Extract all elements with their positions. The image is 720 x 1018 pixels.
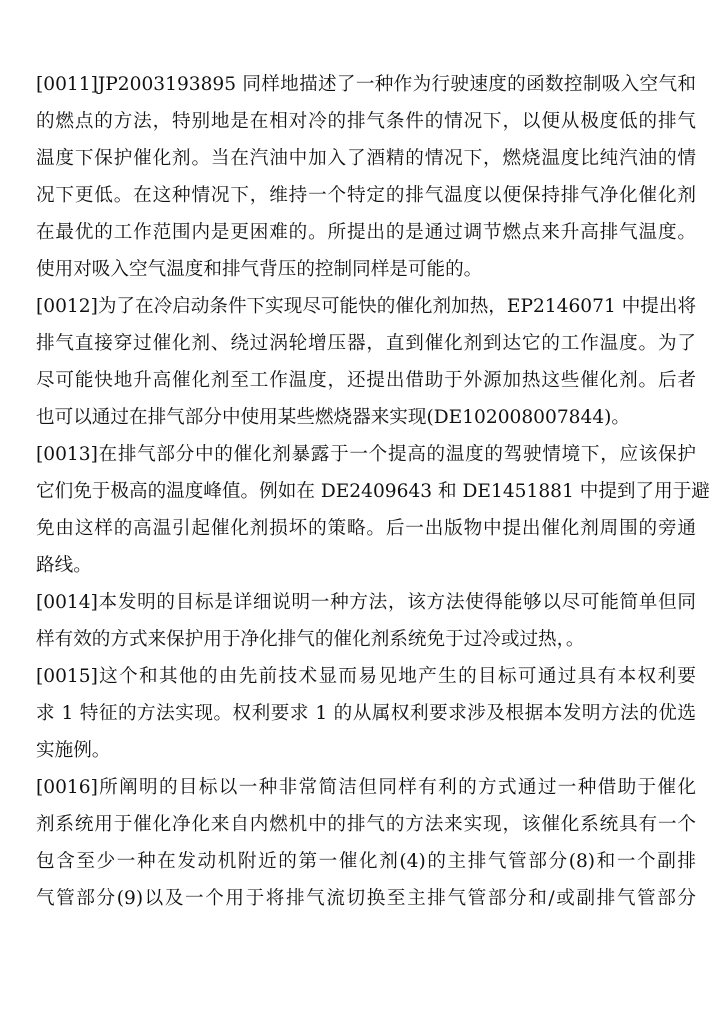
text-line: [0014]本发明的目标是详细说明一种方法，该方法使得能够以尽可能简单但同 [36, 592, 696, 613]
paragraph-0015 [36, 658, 696, 769]
text-line: [0015]这个和其他的由先前技术显而易见地产生的目标可通过具有本权利要 [36, 666, 696, 687]
text-line: 尽可能快地升高催化剂至工作温度，还提出借助于外源加热这些催化剂。后者 [36, 370, 696, 391]
document-body [36, 66, 710, 917]
text-line: 路线。 [36, 555, 92, 576]
paragraph-0016 [36, 769, 696, 917]
text-line: 温度下保护催化剂。当在汽油中加入了酒精的情况下，燃烧温度比纯汽油的情 [36, 148, 696, 169]
text-line: 实施例。 [36, 740, 111, 761]
text-line: [0012]为了在冷启动条件下实现尽可能快的催化剂加热，EP2146071 中提出将 [36, 296, 697, 317]
text-line: [0011]JP2003193895 同样地描述了一种作为行驶速度的函数控制吸入空气和 [36, 74, 696, 95]
paragraph-0011 [36, 66, 696, 288]
text-line: 排气直接穿过催化剂、绕过涡轮增压器，直到催化剂到达它的工作温度。为了 [36, 333, 696, 354]
text-line: 使用对吸入空气温度和排气背压的控制同样是可能的。 [36, 259, 483, 280]
paragraph-0012 [36, 288, 696, 436]
text-line: 的燃点的方法，特别地是在相对冷的排气条件的情况下，以便从极度低的排气 [36, 111, 696, 132]
paragraph-0013 [36, 436, 710, 584]
text-line: 它们免于极高的温度峰值。例如在 DE2409643 和 DE1451881 中提到了用于避 [36, 481, 710, 502]
text-line: [0013]在排气部分中的催化剂暴露于一个提高的温度的驾驶情境下，应该保护 [36, 444, 696, 465]
text-line: 样有效的方式来保护用于净化排气的催化剂系统免于过冷或过热，。 [36, 629, 585, 650]
text-line: 求 1 特征的方法实现。权利要求 1 的从属权利要求涉及根据本发明方法的优选 [36, 703, 696, 724]
text-line: 剂系统用于催化净化来自内燃机中的排气的方法来实现，该催化系统具有一个 [36, 814, 696, 835]
text-line: 也可以通过在排气部分中使用某些燃烧器来实现(DE102008007844)。 [36, 407, 631, 428]
text-line: 包含至少一种在发动机附近的第一催化剂(4)的主排气管部分(8)和一个副排 [36, 851, 696, 872]
text-line: 免由这样的高温引起催化剂损坏的策略。后一出版物中提出催化剂周围的旁通 [36, 518, 696, 539]
text-line: 在最优的工作范围内是更困难的。所提出的是通过调节燃点来升高排气温度。 [36, 222, 696, 243]
text-line: 况下更低。在这种情况下，维持一个特定的排气温度以便保持排气净化催化剂 [36, 185, 696, 206]
paragraph-0014 [36, 584, 696, 658]
text-line: [0016]所阐明的目标以一种非常简洁但同样有利的方式通过一种借助于催化 [36, 777, 696, 798]
text-line: 气管部分(9)以及一个用于将排气流切换至主排气管部分和/或副排气管部分 [36, 888, 696, 909]
